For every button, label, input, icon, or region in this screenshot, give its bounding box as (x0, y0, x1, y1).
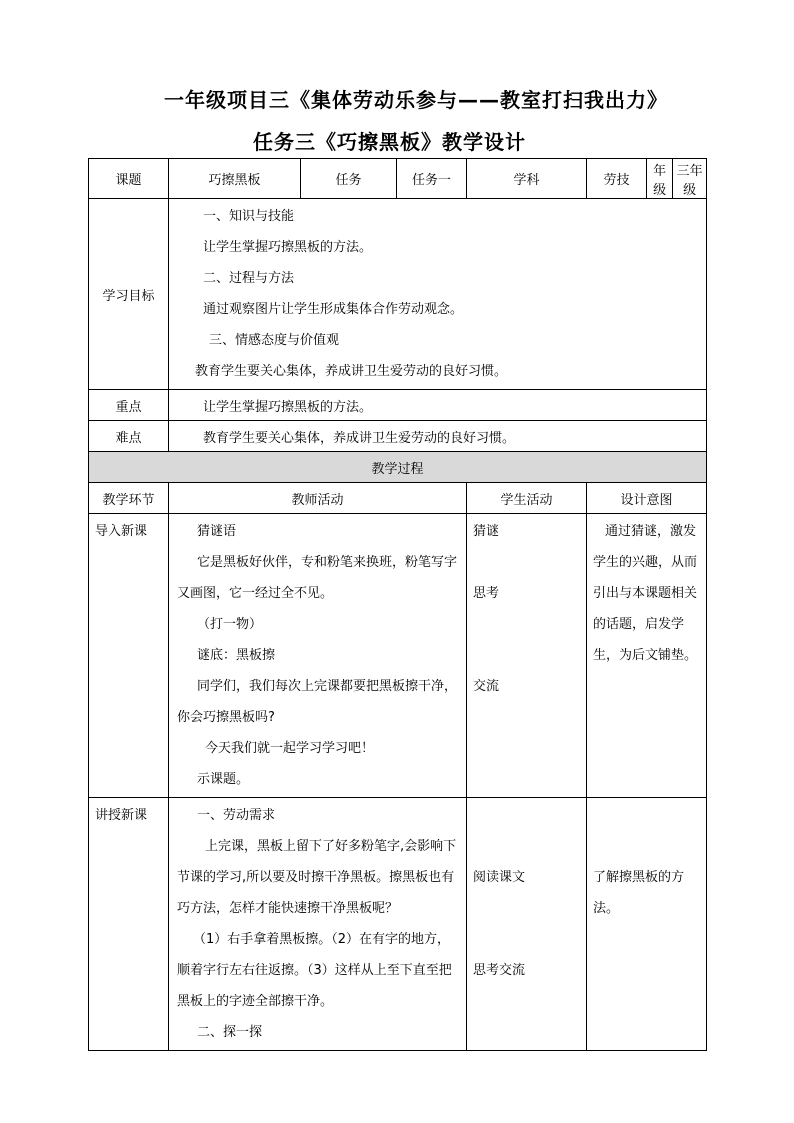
difficulty-label: 难点 (89, 421, 169, 452)
objectives-label: 学习目标 (89, 199, 169, 390)
column-header-intent: 设计意图 (587, 483, 707, 514)
document-title-line1: 一年级项目三《集体劳动乐参与——教室打扫我出力》 (164, 88, 668, 112)
lecture-intent: 了解擦黑板的方法。 (593, 870, 685, 916)
lecture-teacher-line-2: 上完课，黑板上留下了好多粉笔字,会影响下节课的学习,所以要及时擦干净黑板。擦黑板也有巧方法，怎样才能快速擦干净黑板呢？ (177, 839, 457, 916)
intro-student-line-1: 猜谜 (473, 524, 500, 539)
intro-teacher-line-2: 它是黑板好伙伴，专和粉笔来换班，粉笔写字又画图，它一经过全不见。 (177, 555, 458, 601)
intro-teacher-line-5: 同学们，我们每次上完课都要把黑板擦干净，你会巧擦黑板吗? (177, 679, 458, 725)
intro-teacher-line-1: 猜谜语 (197, 524, 237, 539)
intro-intent: 通过猜谜，激发学生的兴趣，从而引出与本课题相关的话题，启发学生，为后文铺垫。 (593, 524, 698, 663)
intro-teacher-line-3: （打一物） (197, 617, 263, 632)
intro-stage: 导入新课 (95, 524, 148, 539)
objective-text-1: 让学生掌握巧擦黑板的方法。 (203, 240, 373, 255)
intro-teacher-line-7: 示课题。 (197, 772, 250, 787)
objectives-row (89, 199, 707, 390)
lecture-teacher-line-1: 一、劳动需求 (197, 808, 276, 823)
key-point-row (89, 390, 707, 421)
objective-heading-2: 二、过程与方法 (203, 271, 295, 286)
lecture-student-line-1: 阅读课文 (473, 870, 526, 885)
difficulty-text: 教育学生要关心集体，养成讲卫生爱劳动的良好习惯。 (169, 421, 707, 452)
difficulty-row (89, 421, 707, 452)
process-header: 教学过程 (89, 452, 707, 483)
intro-student-line-2: 思考 (473, 586, 500, 601)
lecture-stage: 讲授新课 (95, 808, 148, 823)
objective-text-2: 通过观察图片让学生形成集体合作劳动观念。 (203, 302, 464, 317)
lecture-student-line-2: 思考交流 (473, 963, 526, 978)
column-header-stage: 教学环节 (89, 483, 169, 514)
task-label: 任务 (301, 159, 397, 199)
objective-text-3: 教育学生要关心集体，养成讲卫生爱劳动的良好习惯。 (195, 364, 508, 379)
key-point-text: 让学生掌握巧擦黑板的方法。 (169, 390, 707, 421)
objective-heading-3: 三、情感态度与价值观 (209, 333, 340, 348)
grade-value: 三年级 (676, 163, 703, 198)
lecture-teacher-line-4: 二、探一探 (197, 1025, 263, 1040)
column-header-row (89, 483, 707, 514)
column-header-student: 学生活动 (467, 483, 587, 514)
lecture-row (89, 798, 707, 1051)
intro-teacher-line-6: 今天我们就一起学习学习吧！ (205, 741, 375, 756)
topic-value: 巧擦黑板 (169, 159, 301, 199)
intro-row (89, 514, 707, 798)
subject-value: 劳技 (587, 159, 647, 199)
lecture-teacher-line-3: （1）右手拿着黑板擦。（2）在有字的地方，顺着字行左右往返擦。（3）这样从上至下直至把黑板上的字迹全部擦干净。 (177, 932, 452, 1009)
process-header-row (89, 452, 707, 483)
topic-label: 课题 (89, 159, 169, 199)
grade-label: 年级 (647, 159, 673, 198)
intro-teacher-line-4: 谜底：黑板擦 (197, 648, 276, 663)
lesson-plan-table (88, 158, 707, 1051)
task-value: 任务一 (397, 159, 467, 199)
column-header-teacher: 教师活动 (169, 483, 467, 514)
key-point-label: 重点 (89, 390, 169, 421)
intro-student-line-3: 交流 (473, 679, 500, 694)
subject-label: 学科 (467, 159, 587, 199)
objective-heading-1: 一、知识与技能 (203, 209, 295, 224)
document-title-line2: 任务三《巧擦黑板》教学设计 (253, 130, 526, 154)
info-row (89, 159, 707, 199)
